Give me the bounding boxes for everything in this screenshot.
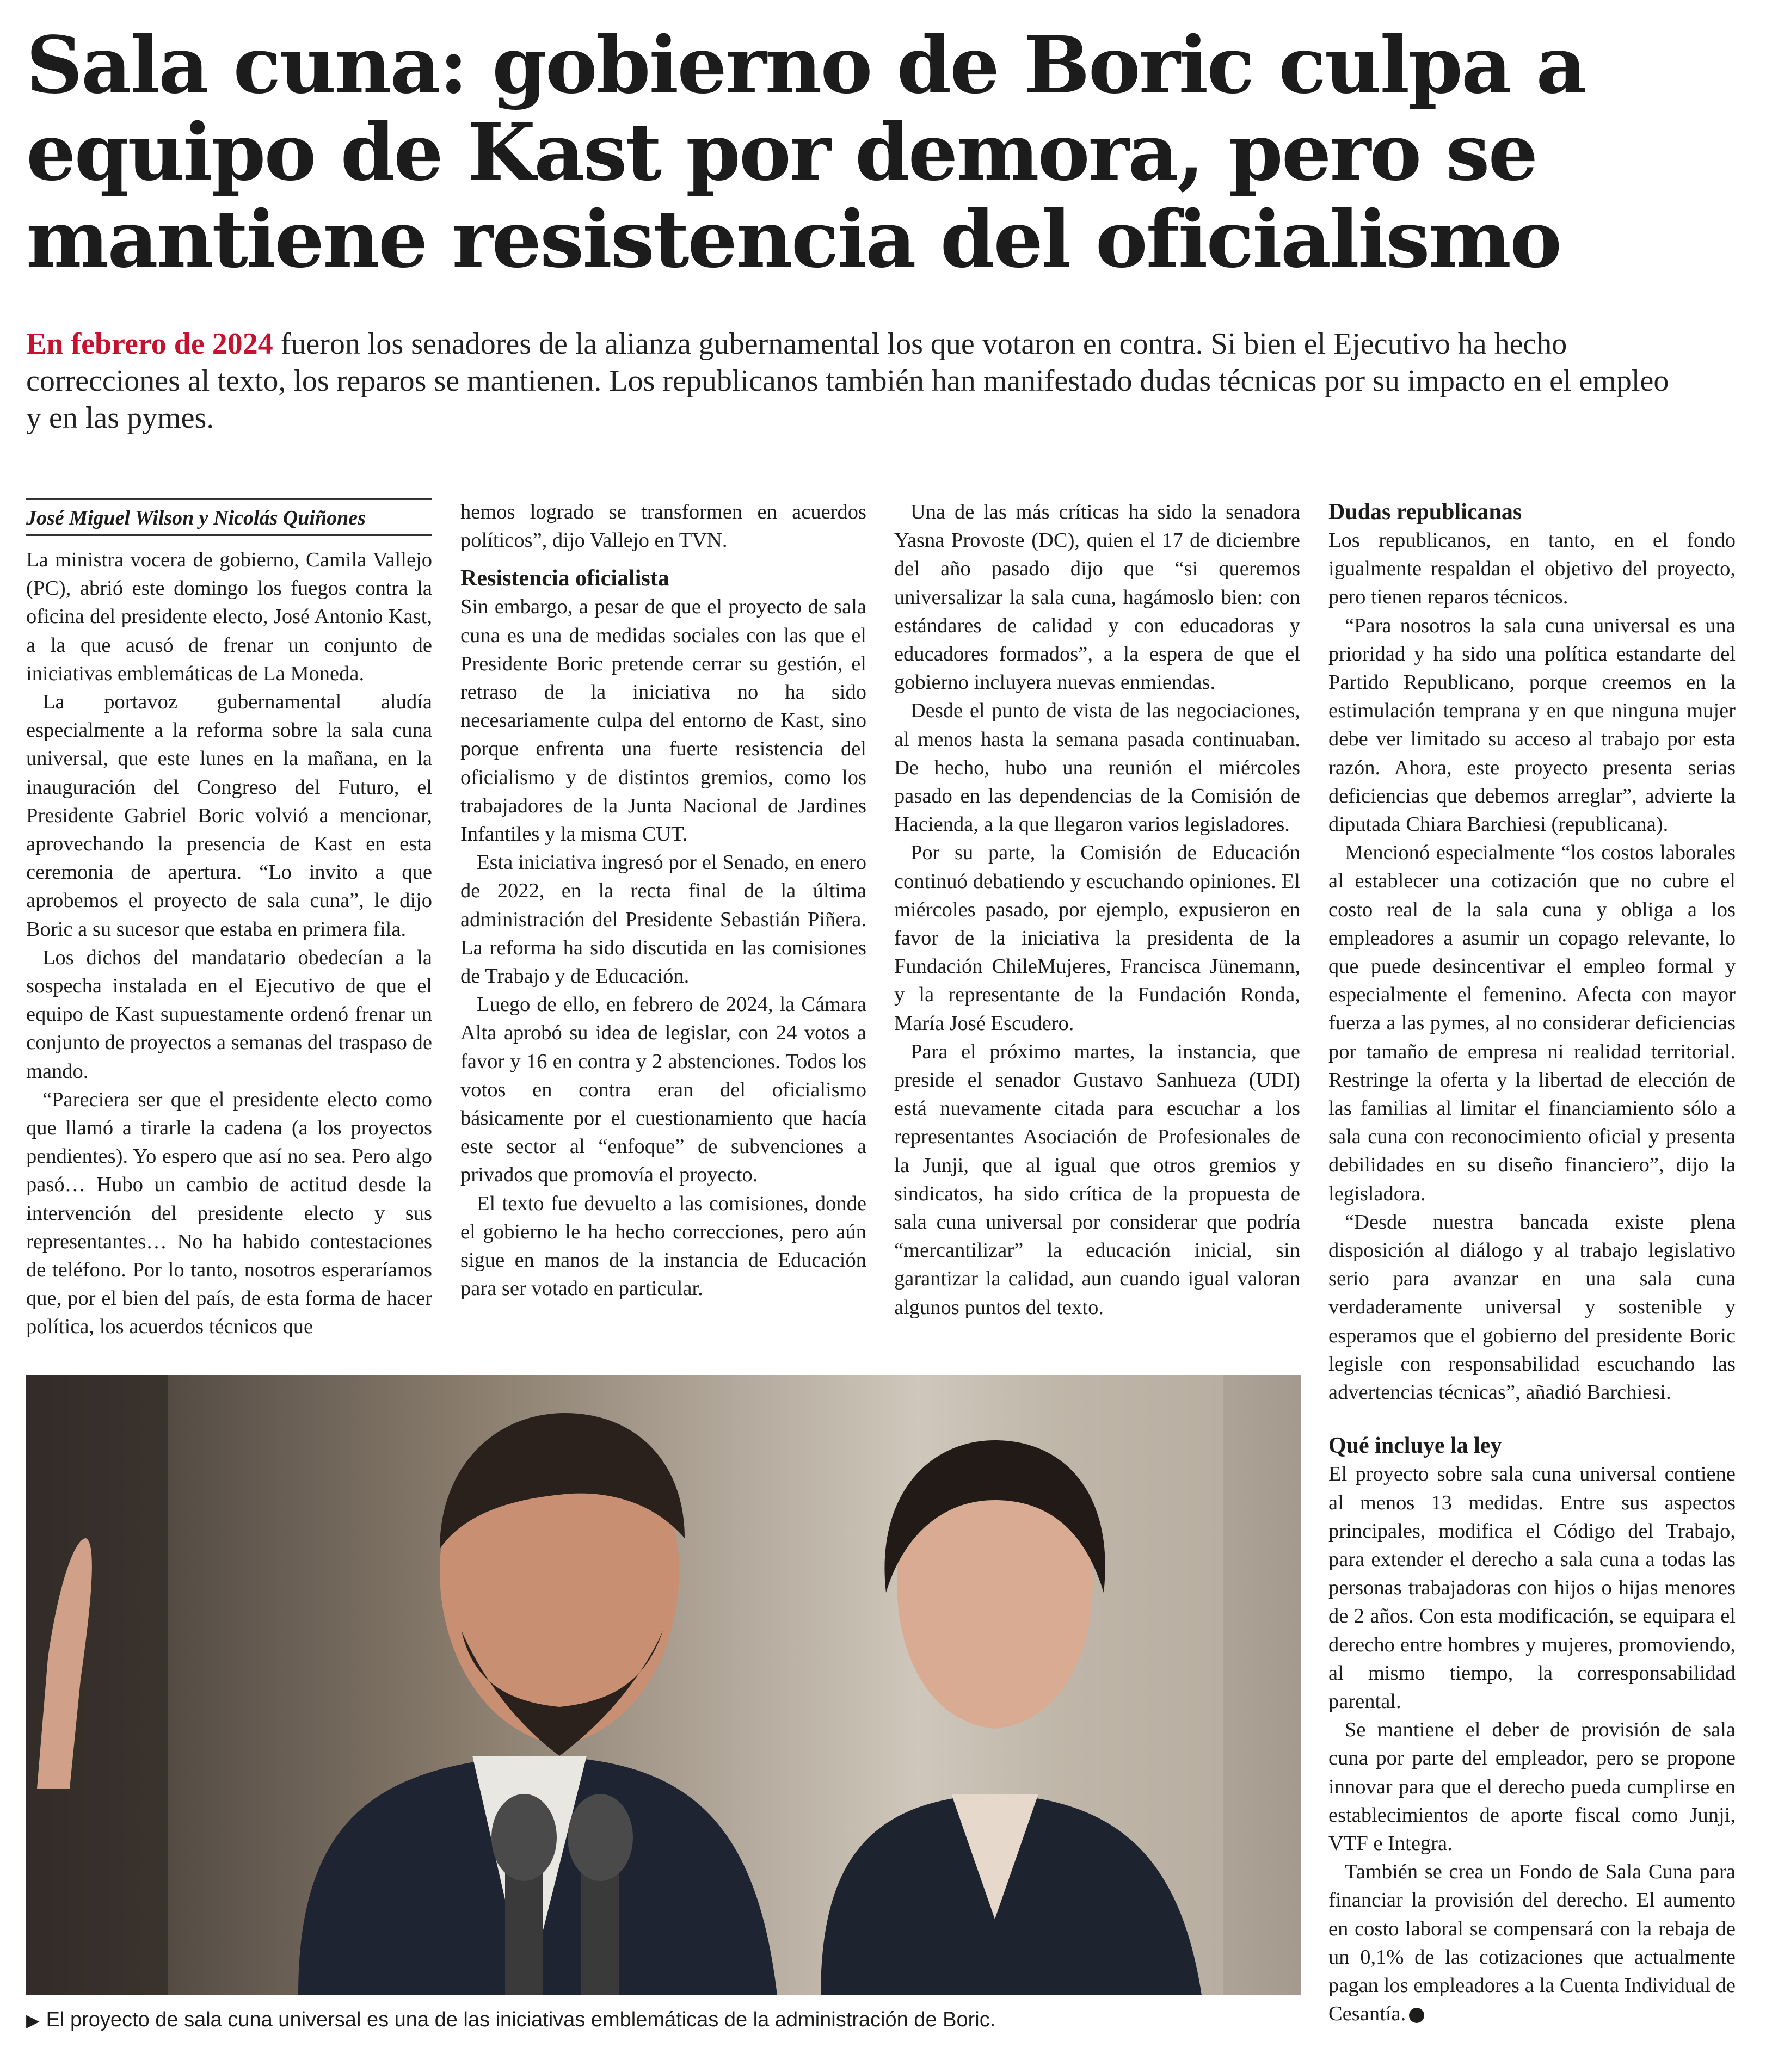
paragraph: Por su parte, la Comisión de Educación continuó debatiendo y escuchando opiniones. El miércoles pasado, por ejemplo, expusieron en favor de la iniciativa la presidenta de la Fundación ChileMujeres, Francisca Jünemann, y la representante de la Fundación Ronda, María José Escudero. [894, 841, 1300, 1035]
paragraph: “Pareciera ser que el presidente electo como que llamó a tirarle la cadena (a los proyectos pendientes). Yo espero que así no sea. Pero algo pasó… Hubo un cambio de actitud desde la intervención del presidente electo y sus representantes… No ha habido contestaciones de teléfono. Por lo tanto, nosotros esperaríamos que, por el bien del país, de esta forma de hacer política, los acuerdos técnicos que [26, 1088, 432, 1339]
paragraph: El proyecto sobre sala cuna universal contiene al menos 13 medidas. Entre sus aspectos principales, modifica el Código del Trabajo, para extender el derecho a sala cuna a todas las personas trabajadoras con hijos o hijas menores de 2 años. Con esta modificación, se equipara el derecho entre hombres y mujeres, promoviendo, al mismo tiempo, la corresponsabilidad parental. [1328, 1463, 1736, 1713]
column-4 [1328, 498, 1736, 2028]
paragraph: La ministra vocera de gobierno, Camila Vallejo (PC), abrió este domingo los fuegos contra la oficina del presidente electo, José Antonio Kast, a la que acusó de frenar un conjunto de iniciativas emblemáticas de La Moneda. [26, 548, 432, 685]
deck [26, 325, 1686, 436]
subheading-dudas: Dudas republicanas [1328, 499, 1522, 525]
deck-highlight: En febrero de 2024 [26, 327, 273, 361]
paragraph [1328, 1858, 1736, 2028]
subheading-ley: Qué incluye la ley [1328, 1433, 1502, 1459]
headline: Sala cuna: gobierno de Boric culpa a equipo de Kast por demora, pero se mantiene resistencia del oficialismo [26, 19, 1585, 285]
column-2 [460, 498, 866, 1303]
article-photo [26, 1375, 1301, 1995]
column-3 [894, 498, 1300, 1322]
paragraph: Una de las más críticas ha sido la senadora Yasna Provoste (DC), quien el 17 de diciembre del año pasado dijo que “si queremos universalizar la sala cuna, hagámoslo bien: con estándares de calidad y con educadoras y educadores formados”, a la espera de que el gobierno incluyera nuevas enmiendas. [894, 501, 1300, 694]
byline: José Miguel Wilson y Nicolás Quiñones [26, 498, 432, 536]
deck-text: fueron los senadores de la alianza gubernamental los que votaron en contra. Si bien el Ejecutivo ha hecho correcciones al texto, los reparos se mantienen. Los republicanos también han manifestado dudas técnicas por su impacto en el empleo y en las pymes. [26, 327, 1669, 435]
subheading-resistencia: Resistencia oficialista [460, 566, 669, 591]
photo-caption [26, 2006, 1301, 2034]
photo-illustration [26, 1375, 1301, 1995]
paragraph: Los dichos del mandatario obedecían a la sospecha instalada en el Ejecutivo de que el equipo de Kast supuestamente ordenó frenar un conjunto de proyectos a semanas del traspaso de mando. [26, 946, 432, 1083]
paragraph: El texto fue devuelto a las comisiones, donde el gobierno le ha hecho correcciones, pero aún sigue en manos de la instancia de Educación para ser votado en particular. [460, 1192, 866, 1300]
spacer [1328, 1407, 1736, 1432]
paragraph: hemos logrado se transformen en acuerdos políticos”, dijo Vallejo en TVN. [460, 501, 866, 552]
caption-arrow-icon: ▶ [26, 2011, 40, 2030]
paragraph: Sin embargo, a pesar de que el proyecto de sala cuna es una de medidas sociales con las que el Presidente Boric pretende cerrar su gestión, el retraso de la iniciativa no ha sido necesariamente culpa del entorno de Kast, sino porque enfrenta una fuerte resistencia del oficialismo y de distintos gremios, como los trabajadores de la Junta Nacional de Jardines Infantiles y la misma CUT. [460, 595, 866, 846]
paragraph: La portavoz gubernamental aludía especialmente a la reforma sobre la sala cuna universal, que este lunes en la mañana, en la inauguración del Congreso del Futuro, el Presidente Gabriel Boric volvió a mencionar, aprovechando la presencia de Kast en esta ceremonia de apertura. “Lo invito a que aprobemos el proyecto de sala cuna”, le dijo Boric a su sucesor que estaba en primera fila. [26, 690, 432, 941]
paragraph: “Desde nuestra bancada existe plena disposición al diálogo y al trabajo legislativo serio para avanzar en una sala cuna verdaderamente universal y sostenible y esperamos que el gobierno del presidente Boric legisle con responsabilidad escuchando las advertencias técnicas”, añadió Barchiesi. [1328, 1210, 1736, 1404]
paragraph: Se mantiene el deber de provisión de sala cuna por parte del empleador, pero se propone innovar para que el derecho pueda cumplirse en establecimientos de aporte fiscal como Junji, VTF e Integra. [1328, 1718, 1736, 1855]
column-1 [26, 498, 432, 1341]
paragraph: Los republicanos, en tanto, en el fondo igualmente respaldan el objetivo del proyecto, pero tienen reparos técnicos. [1328, 529, 1736, 609]
paragraph: Para el próximo martes, la instancia, que preside el senador Gustavo Sanhueza (UDI) está nuevamente citada para escuchar a los representantes Asociación de Profesionales de la Junji, que al igual que otros gremios y sindicatos, ha sido crítica de la propuesta de sala cuna universal por considerar que podría “mercantilizar” la educación inicial, sin garantizar la calidad, aun cuando igual valoran algunos puntos del texto. [894, 1040, 1300, 1319]
end-mark-icon [1409, 2008, 1424, 2023]
paragraph: Mencionó especialmente “los costos laborales al establecer una cotización que no cubre el costo real de la sala cuna y obliga a los empleadores a asumir un copago relevante, lo que puede desincentivar el empleo formal y especialmente el femenino. Afecta con mayor fuerza a las pymes, al no considerar deficiencias por tamaño de empresa ni realidad territorial. Restringe la oferta y la libertad de elección de las familias al limitar el financiamiento sólo a sala cuna con reconocimiento oficial y presenta debilidades en su diseño financiero”, dijo la legisladora. [1328, 841, 1736, 1205]
paragraph: Desde el punto de vista de las negociaciones, al menos hasta la semana pasada continuaban. De hecho, hubo una reunión el miércoles pasado en las dependencias de la Comisión de Hacienda, a la que llegaron varios legisladores. [894, 699, 1300, 836]
paragraph: “Para nosotros la sala cuna universal es una prioridad y ha sido una política estandarte del Partido Republicano, porque creemos en la estimulación temprana y en que ninguna mujer debe ver limitado su acceso al trabajo por esta razón. Ahora, este proyecto presenta serias deficiencias que debemos arreglar”, advierte la diputada Chiara Barchiesi (republicana). [1328, 614, 1736, 836]
paragraph: Esta iniciativa ingresó por el Senado, en enero de 2022, en la recta final de la última administración del Presidente Sebastián Piñera. La reforma ha sido discutida en las comisiones de Trabajo y de Educación. [460, 851, 866, 988]
paragraph: Luego de ello, en febrero de 2024, la Cámara Alta aprobó su idea de legislar, con 24 votos a favor y 16 en contra y 2 abstenciones. Todos los votos en contra eran del oficialismo básicamente por el cuestionamiento que hacía este sector al “enfoque” de subvenciones a privados que promovía el proyecto. [460, 993, 866, 1187]
paragraph-text: También se crea un Fondo de Sala Cuna para financiar la provisión del derecho. El aumento en costo laboral se compensará con la rebaja de un 0,1% de las cotizaciones que actualmente pagan los empleadores a la Cuenta Individual de Cesantía. [1328, 1860, 1736, 2026]
caption-text: El proyecto de sala cuna universal es una de las iniciativas emblemáticas de la administración de Boric. [46, 2008, 996, 2031]
